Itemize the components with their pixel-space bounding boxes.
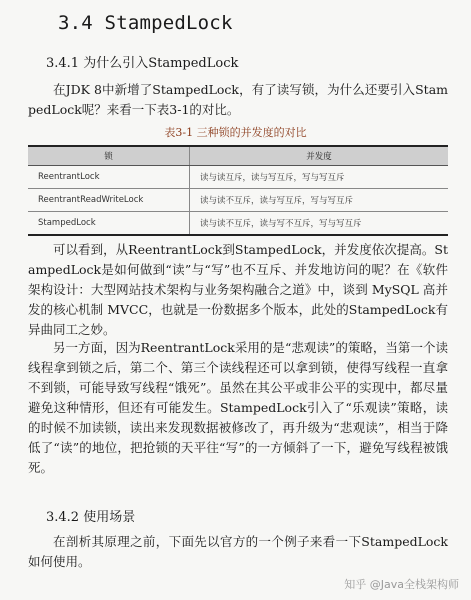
comparison-table xyxy=(28,145,448,236)
table-header-row xyxy=(28,146,448,166)
table-cell-lock: ReentrantLock xyxy=(28,166,190,189)
table-row xyxy=(28,212,448,236)
table-cell-lock: ReentrantReadWriteLock xyxy=(28,189,190,212)
table-cell-concurrency: 读与读不互斥，读与写互斥，写与写互斥 xyxy=(190,189,449,212)
table-header-lock: 锁 xyxy=(28,146,190,166)
section-title: 3.4 StampedLock xyxy=(58,12,233,34)
paragraph-usage: 在剖析其原理之前，下面先以官方的一个例子来看一下StampedLock如何使用。 xyxy=(28,534,448,569)
table-cell-lock: StampedLock xyxy=(28,212,190,236)
subsection-title-usage: 3.4.2 使用场景 xyxy=(46,510,136,525)
paragraph-intro: 在JDK 8中新增了StampedLock，有了读写锁，为什么还要引入StampedLock呢？来看一下表3-1的对比。 xyxy=(28,82,448,117)
table-header-concurrency: 并发度 xyxy=(190,146,449,166)
table-cell-concurrency: 读与读不互斥，读与写不互斥，写与写互斥 xyxy=(190,212,449,236)
subsection-title-why: 3.4.1 为什么引入StampedLock xyxy=(46,56,239,71)
paragraph-optimistic-read: 另一方面，因为ReentrantLock采用的是“悲观读”的策略，当第一个读线程拿到锁之后，第二个、第三个读线程还可以拿到锁，使得写线程一直拿不到锁，可能导致写线程“饿死”。虽然在其公平或非公平的实现中，都尽量避免这种情形，但还有可能发生。StampedLock引入了“乐观读”策略，读的时候不加读锁，读出来发现数据被修改了，再升级为“悲观读”，相当于降低了“读”的地位，把抢锁的天平往“写”的一方倾斜了一下，避免写线程被饿死。 xyxy=(28,340,448,475)
table-row xyxy=(28,166,448,189)
watermark: 知乎 @Java全栈架构师 xyxy=(344,578,459,591)
paragraph-concurrency: 可以看到，从ReentrantLock到StampedLock，并发度依次提高。StampedLock是如何做到“读”与“写”也不互斥、并发地访问的呢？在《软件架构设计：大型网站技术架构与业务架构融合之道》中，谈到 MySQL 高并发的核心机制 MVCC，也就是一份数据多个版本，此处的StampedLock有异曲同工之妙。 xyxy=(28,242,448,337)
table-cell-concurrency: 读与读互斥，读与写互斥，写与写互斥 xyxy=(190,166,449,189)
table-caption: 表3-1 三种锁的并发度的对比 xyxy=(164,126,307,139)
table-row xyxy=(28,189,448,212)
